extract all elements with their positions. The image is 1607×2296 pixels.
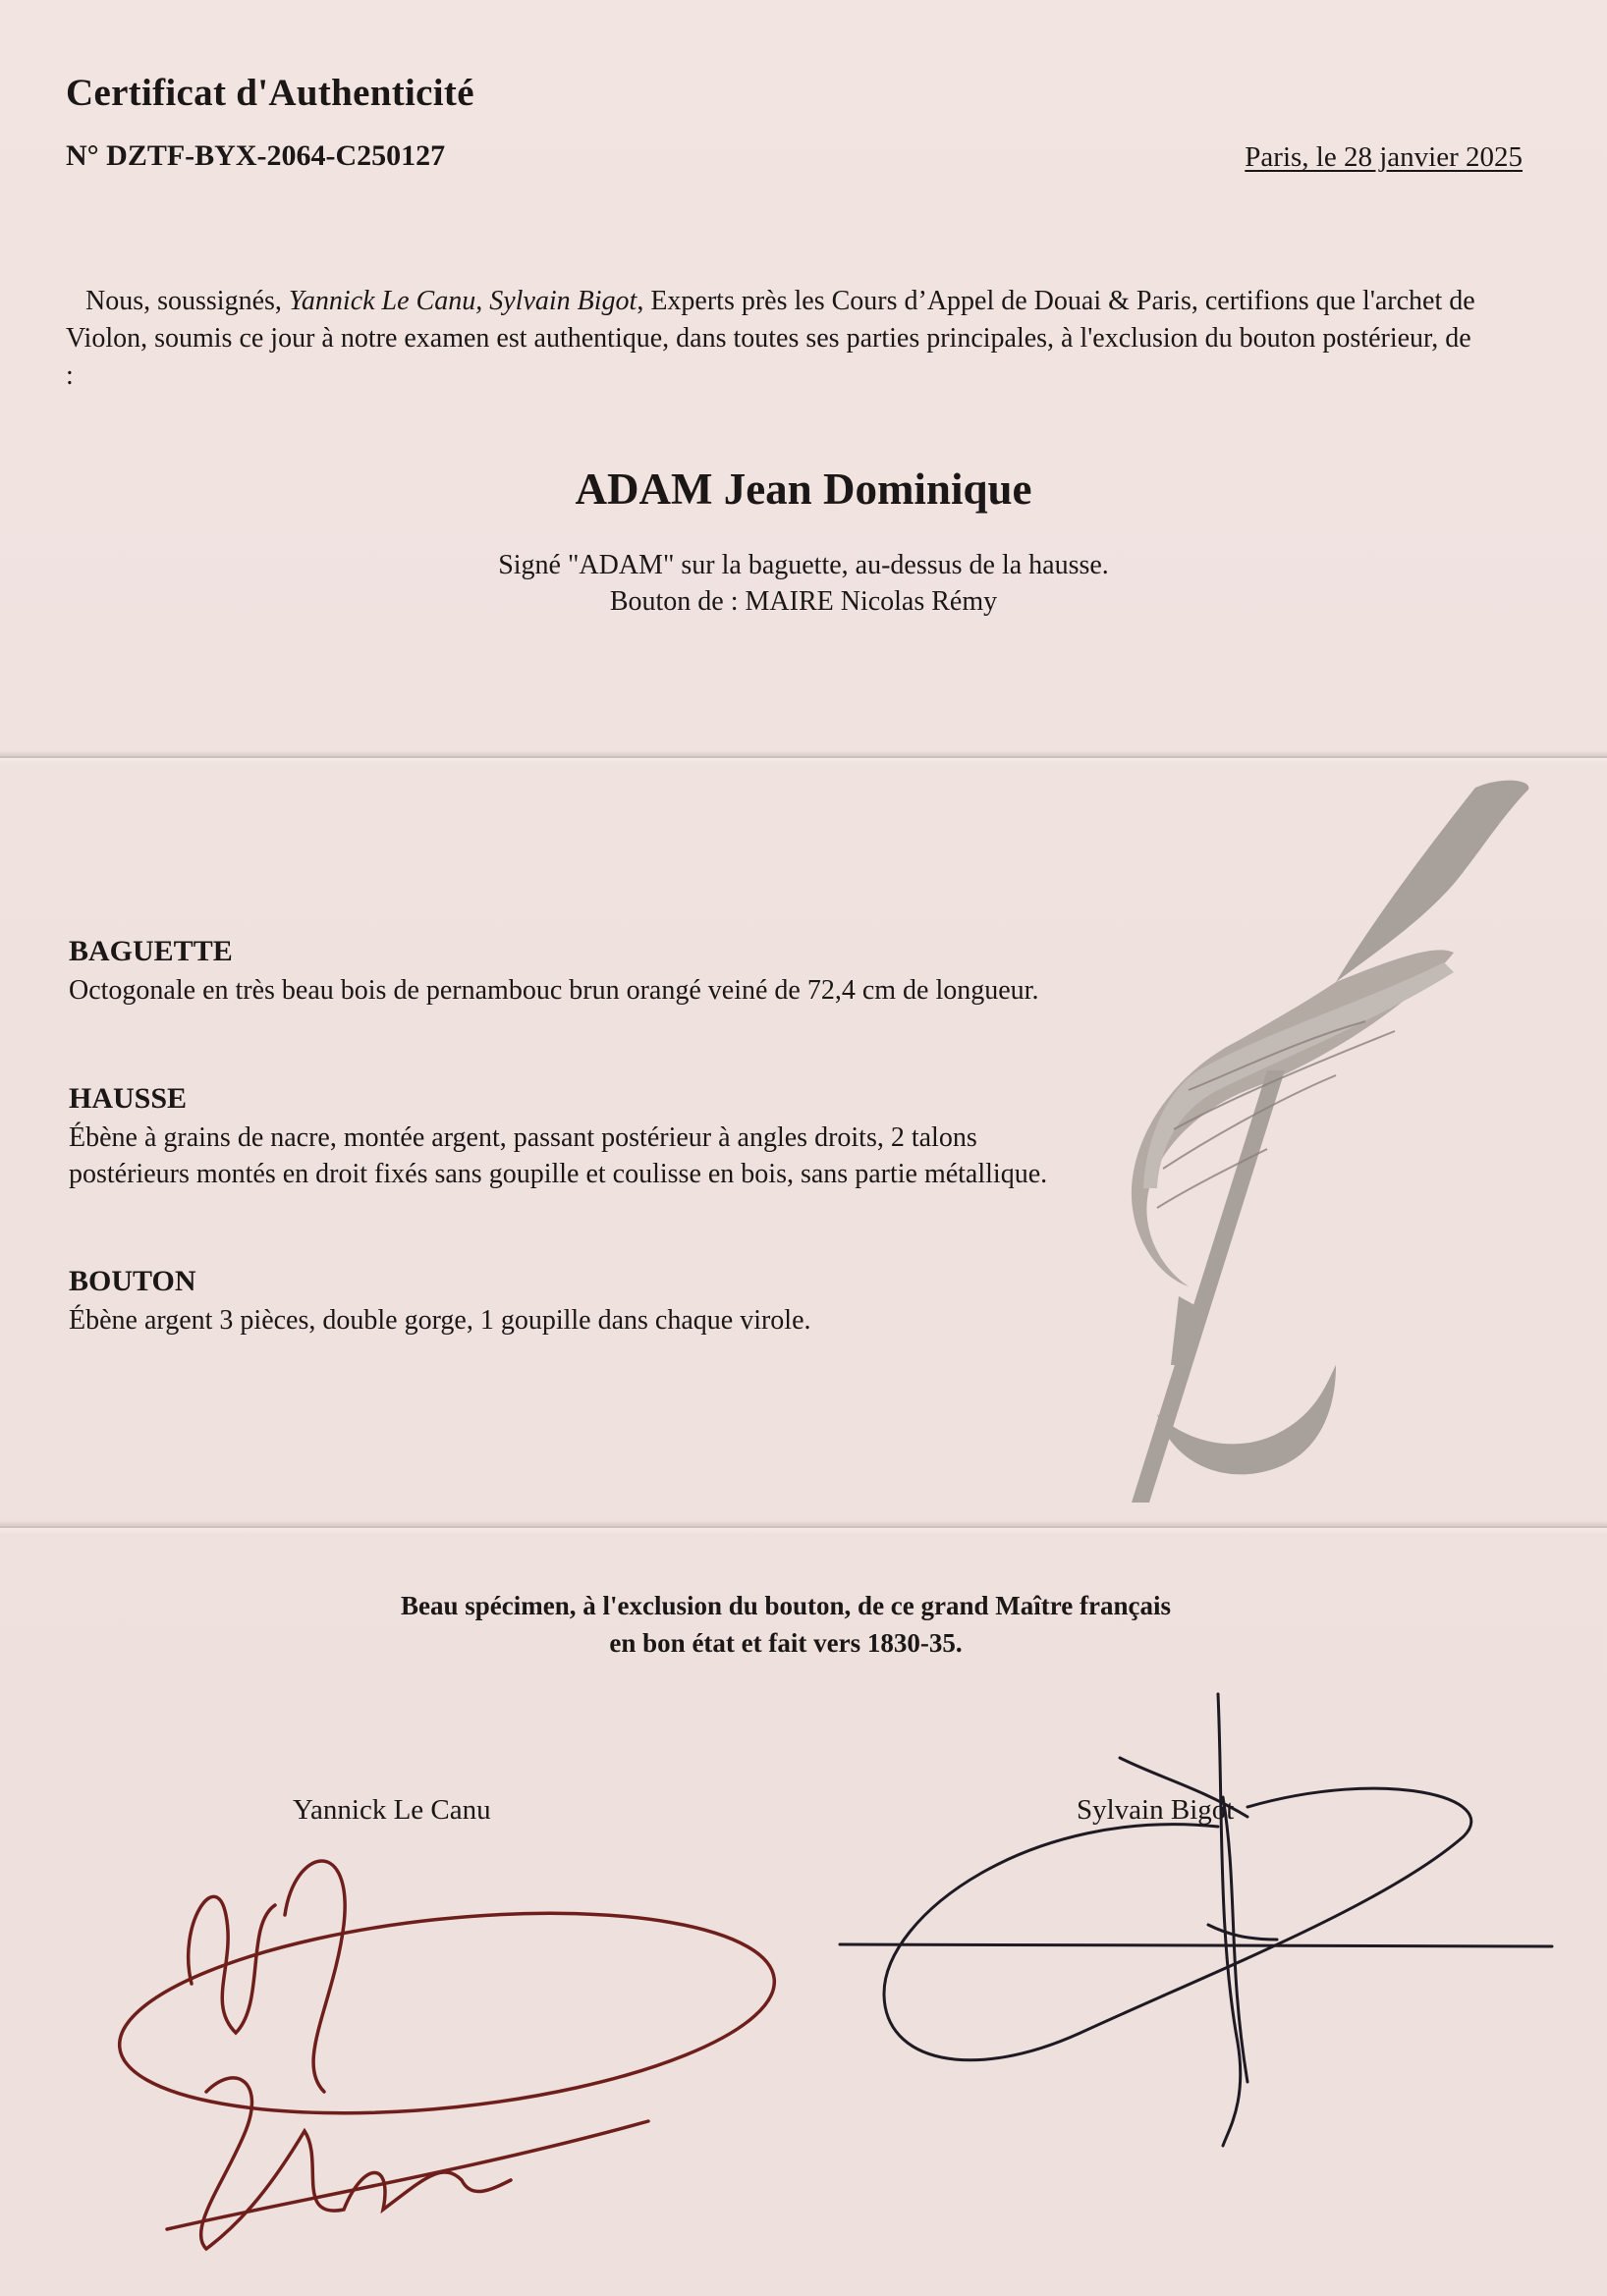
signature-left-loop — [110, 1886, 784, 2142]
signature-right-hook — [1120, 1758, 1247, 1817]
signature-right-crossbar — [840, 1944, 1552, 1946]
signature-left-stroke-1 — [189, 1896, 275, 2033]
signatory-name-second: Sylvain Bigot — [1077, 1794, 1235, 1826]
hausse-description: Ébène à grains de nacre, montée argent, passant postérieur à angles droits, 2 talons postérieurs montés en droit fixés sans goupille et coulisse en bois, sans partie métallique. — [69, 1122, 1048, 1189]
maker-name: ADAM Jean Dominique — [575, 465, 1032, 514]
certificate-title: Certificat d'Authenticité — [66, 72, 474, 114]
intro-paragraph — [66, 283, 1480, 395]
signature-left-underline — [167, 2121, 648, 2229]
bouton-description: Ébène argent 3 pièces, double gorge, 1 goupille dans chaque virole. — [69, 1305, 811, 1336]
bouton-heading: BOUTON — [69, 1265, 196, 1297]
intro-part-1: Nous, soussignés, — [85, 286, 289, 316]
hausse-heading: HAUSSE — [69, 1082, 188, 1115]
signature-right-tick — [1208, 1925, 1277, 1940]
signature-right — [835, 1689, 1562, 2151]
certificate-reference: N° DZTF-BYX-2064-C250127 — [66, 139, 446, 172]
place-date: Paris, le 28 janvier 2025 — [1245, 141, 1523, 173]
fold-line-lower — [0, 1520, 1607, 1534]
maker-signature-note: Signé "ADAM" sur la baguette, au-dessus de la hausse. — [498, 550, 1109, 580]
intro-part-2: , Experts près les Cours d’Appel de Douai & Paris, certifions que l'archet de Violon, soumis ce jour à notre examen est authentique, dans toutes ses parties principales, à l'exclusion du bouton postérieur, de : — [66, 286, 1475, 391]
expert-names: Yannick Le Canu, Sylvain Bigot — [288, 286, 637, 316]
button-maker: Bouton de : MAIRE Nicolas Rémy — [609, 586, 998, 617]
signature-left-stroke-3 — [201, 2078, 511, 2249]
baguette-heading: BAGUETTE — [69, 935, 233, 967]
fold-line-upper — [0, 750, 1607, 764]
signature-right-vertical — [1218, 1694, 1241, 2146]
closing-line-1: Beau spécimen, à l'exclusion du bouton, de ce grand Maître français — [400, 1591, 1171, 1620]
signature-left-stroke-2 — [285, 1861, 345, 2092]
quill-scroll-logo — [1041, 776, 1552, 1522]
signature-right-loop — [884, 1788, 1471, 2060]
closing-line-2: en bon état et fait vers 1830-35. — [609, 1628, 963, 1658]
baguette-description: Octogonale en très beau bois de pernambouc brun orangé veiné de 72,4 cm de longueur. — [69, 975, 1039, 1006]
signatory-name-first: Yannick Le Canu — [293, 1794, 491, 1826]
signature-left — [98, 1807, 786, 2278]
